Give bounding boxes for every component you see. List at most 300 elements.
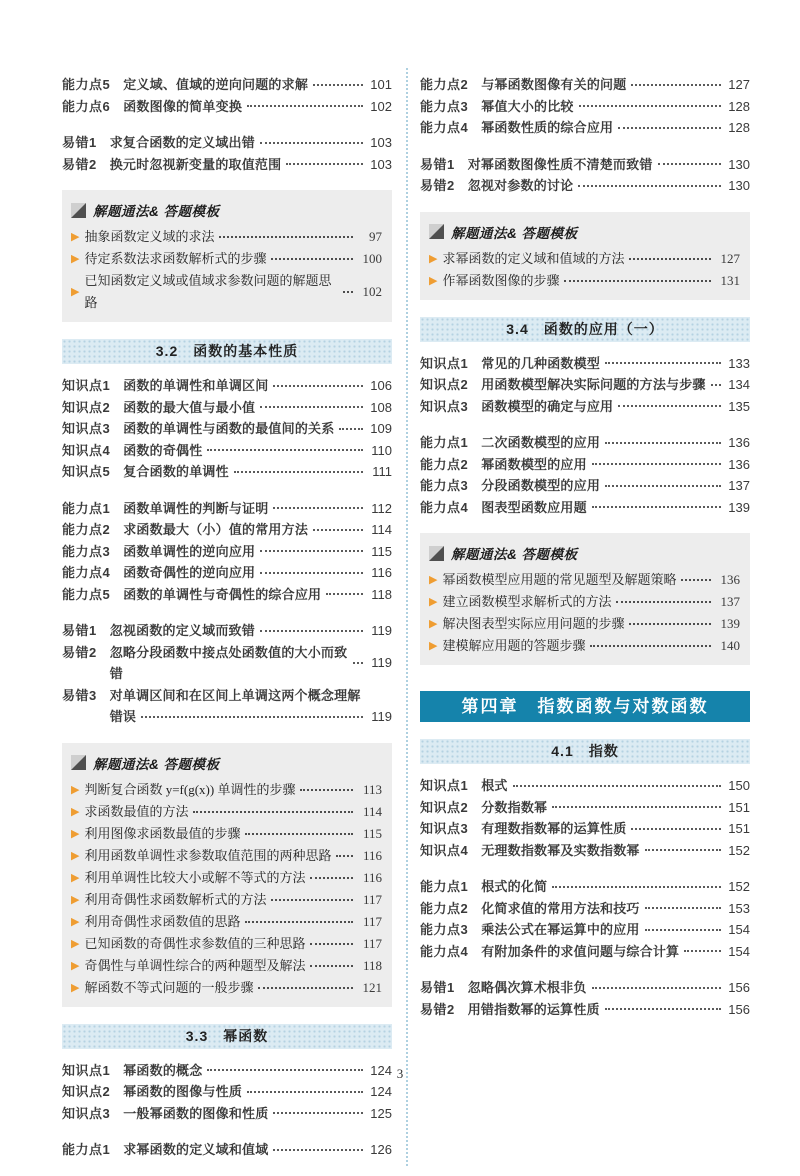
dot-leader — [247, 1091, 363, 1093]
entry-title: 分段函数模型的应用 — [481, 478, 601, 493]
method-item-page-number: 115 — [362, 825, 382, 841]
entry-label: 知识点4 — [62, 442, 111, 458]
entry-label: 知识点2 — [420, 799, 469, 815]
entry-title: 对幂函数图像性质不清楚而致错 — [467, 156, 653, 172]
entry-title: 幂函数的图像与性质 — [123, 1084, 243, 1099]
entry-line — [110, 642, 392, 685]
entry-line — [481, 898, 750, 920]
dot-leader — [219, 236, 353, 238]
triangle-bullet-icon: ▶ — [71, 783, 80, 796]
toc-entry — [420, 96, 750, 118]
dot-leader — [273, 1112, 363, 1114]
method-item-title: 已知函数定义域或值域求参数问题的解题思路 — [84, 273, 332, 310]
entry-line — [481, 840, 750, 862]
toc-entry-group — [420, 154, 750, 197]
entry-page-number: 115 — [371, 543, 392, 559]
toc-entry-group — [420, 977, 750, 1020]
entry-line — [123, 519, 392, 541]
entry-content — [481, 374, 750, 396]
folded-corner-icon — [429, 224, 444, 239]
entry-title-wrap: 错误 — [109, 709, 137, 724]
method-item-title: 幂函数模型应用题的常见题型及解题策略 — [442, 572, 677, 587]
method-item — [71, 845, 382, 867]
entry-label: 易错1 — [420, 980, 455, 995]
entry-line — [481, 353, 750, 375]
section-header-bar: 3.4 函数的应用（一） — [420, 317, 750, 342]
toc-entry — [62, 375, 392, 397]
toc-entry — [62, 154, 392, 176]
dot-leader — [245, 921, 353, 923]
dot-leader — [300, 789, 353, 791]
triangle-bullet-icon: ▶ — [429, 596, 438, 608]
method-item-title: 利用奇偶性求函数解析式的方法 — [84, 891, 267, 907]
entry-page-number: 134 — [728, 377, 750, 392]
entry-line — [123, 418, 392, 440]
method-item-page-number: 140 — [720, 638, 740, 653]
entry-line — [123, 96, 392, 118]
section-header-bar: 4.1 指数 — [420, 739, 750, 764]
entry-line — [123, 498, 392, 520]
entry-content — [123, 562, 392, 584]
entry-page-number: 106 — [370, 378, 392, 393]
entry-page-number: 133 — [728, 355, 750, 371]
toc-entry — [420, 977, 750, 999]
method-box-header — [429, 222, 740, 242]
dot-leader — [260, 550, 363, 552]
entry-title: 函数的单调性与奇偶性的综合应用 — [123, 586, 322, 602]
entry-page-number: 101 — [370, 77, 392, 92]
method-box — [62, 743, 392, 1007]
entry-title: 有理数指数幂的运算性质 — [481, 821, 627, 836]
toc-entry — [420, 353, 750, 375]
toc-entry — [62, 1139, 392, 1161]
toc-entry-group — [420, 775, 750, 861]
entry-title: 分数指数幂 — [481, 799, 548, 815]
entry-line — [110, 132, 392, 154]
dot-leader — [310, 877, 353, 879]
entry-title: 复合函数的单调性 — [123, 464, 229, 479]
method-box-title: 解题通法& 答题模板 — [451, 225, 578, 241]
method-item-page-number: 117 — [362, 935, 382, 951]
entry-label: 能力点4 — [420, 943, 469, 959]
method-item-page-number: 102 — [362, 284, 382, 299]
entry-title: 函数的单调性与函数的最值间的关系 — [123, 421, 335, 436]
entry-line-1 — [110, 685, 392, 707]
entry-title: 幂函数模型的应用 — [481, 456, 587, 472]
dot-leader — [310, 943, 353, 945]
folded-corner-icon — [71, 755, 86, 770]
method-item-page-number: 116 — [362, 869, 382, 885]
entry-label: 知识点1 — [420, 778, 469, 793]
dot-leader — [552, 806, 721, 808]
dot-leader — [245, 833, 353, 835]
entry-label: 知识点5 — [62, 464, 111, 479]
dot-leader — [193, 811, 353, 813]
dot-leader — [629, 258, 711, 260]
entry-label: 能力点4 — [420, 120, 469, 135]
entry-title: 用函数模型解决实际问题的方法与步骤 — [481, 377, 706, 392]
entry-label: 易错1 — [62, 623, 97, 638]
dot-leader — [258, 987, 353, 989]
toc-entry-group — [420, 353, 750, 418]
triangle-bullet-icon: ▶ — [71, 253, 80, 265]
column-divider — [392, 74, 420, 1176]
entry-line — [123, 562, 392, 584]
toc-entry — [62, 440, 392, 462]
entry-page-number: 125 — [370, 1105, 392, 1121]
method-item-title: 利用函数单调性求参数取值范围的两种思路 — [84, 847, 332, 863]
entry-title: 函数单调性的逆向应用 — [123, 543, 256, 559]
entry-page-number: 109 — [370, 421, 392, 436]
entry-title: 函数的奇偶性 — [123, 442, 203, 458]
method-item — [429, 270, 740, 292]
entry-page-number: 110 — [371, 442, 392, 458]
entry-title: 定义域、值域的逆向问题的求解 — [123, 77, 309, 92]
dot-leader — [513, 785, 721, 787]
method-item-page-number: 113 — [362, 781, 382, 797]
method-item-page-number: 136 — [720, 572, 740, 587]
dot-leader — [605, 485, 721, 487]
page-number-footer: 3 — [396, 1066, 404, 1081]
entry-content — [468, 977, 750, 999]
method-item — [429, 635, 740, 657]
dot-leader — [234, 471, 363, 473]
dot-leader — [658, 163, 721, 165]
triangle-bullet-icon: ▶ — [71, 937, 80, 950]
toc-entry — [62, 685, 392, 728]
dot-leader — [271, 258, 353, 260]
entry-page-number: 137 — [728, 478, 750, 493]
toc-entry — [420, 818, 750, 840]
dot-leader — [260, 572, 363, 574]
dot-leader — [579, 105, 721, 107]
toc-entry — [420, 840, 750, 862]
dot-leader — [141, 716, 363, 718]
method-item-title: 求函数最值的方法 — [84, 803, 189, 819]
toc-entry — [420, 432, 750, 454]
entry-content — [123, 461, 392, 483]
triangle-bullet-icon: ▶ — [71, 981, 80, 994]
method-item — [429, 248, 740, 270]
entry-label: 知识点3 — [420, 398, 469, 414]
entry-title: 根式的化简 — [481, 879, 548, 894]
entry-title: 求复合函数的定义域出错 — [109, 135, 255, 150]
entry-line — [123, 440, 392, 462]
entry-line — [123, 1103, 392, 1125]
folded-corner-icon — [429, 546, 444, 561]
method-item-title: 待定系数法求函数解析式的步骤 — [84, 251, 267, 266]
entry-line — [110, 154, 392, 176]
method-item-page-number: 139 — [720, 616, 740, 631]
entry-label: 能力点5 — [62, 77, 111, 92]
triangle-bullet-icon: ▶ — [71, 849, 80, 862]
entry-title: 求幂函数的定义域和值域 — [123, 1142, 269, 1157]
toc-entry — [62, 498, 392, 520]
dot-leader — [592, 987, 721, 989]
entry-title: 无理数指数幂及实数指数幂 — [481, 842, 640, 858]
entry-title: 根式 — [481, 778, 508, 793]
entry-line — [123, 397, 392, 419]
method-item — [71, 955, 382, 977]
dot-leader — [273, 385, 363, 387]
toc-entry — [420, 454, 750, 476]
entry-page-number: 152 — [728, 842, 750, 858]
dot-leader — [605, 362, 721, 364]
method-item — [429, 613, 740, 635]
dot-leader — [605, 442, 721, 444]
entry-page-number: 124 — [370, 1062, 392, 1078]
entry-line — [481, 775, 750, 797]
method-item-title: 利用单调性比较大小或解不等式的方法 — [84, 869, 306, 885]
toc-entry — [62, 519, 392, 541]
entry-title: 化简求值的常用方法和技巧 — [481, 900, 640, 916]
dot-leader — [326, 593, 363, 595]
entry-content — [481, 454, 750, 476]
entry-title: 函数模型的确定与应用 — [481, 398, 614, 414]
section-header-bar: 3.3 幂函数 — [62, 1024, 392, 1049]
dot-leader — [207, 449, 363, 451]
entry-title: 求函数最大（小）值的常用方法 — [123, 522, 309, 537]
entry-line — [481, 117, 750, 139]
entry-title: 忽视对参数的讨论 — [467, 178, 574, 193]
triangle-bullet-icon: ▶ — [71, 893, 80, 906]
entry-page-number: 135 — [728, 398, 750, 414]
entry-page-number: 136 — [728, 456, 750, 472]
dot-leader — [336, 855, 353, 857]
entry-page-number: 127 — [728, 77, 750, 92]
entry-label: 易错2 — [420, 1001, 455, 1017]
method-item-page-number: 117 — [362, 913, 382, 929]
dot-leader — [681, 579, 711, 581]
entry-page-number: 130 — [728, 178, 750, 193]
entry-page-number: 103 — [370, 156, 392, 172]
entry-line — [468, 977, 750, 999]
method-item — [71, 867, 382, 889]
triangle-bullet-icon: ▶ — [429, 574, 438, 586]
chapter-header-bar: 第四章 指数函数与对数函数 — [420, 691, 750, 722]
entry-content — [481, 775, 750, 797]
method-item — [71, 779, 382, 801]
entry-content — [123, 440, 392, 462]
entry-title: 幂值大小的比较 — [481, 98, 574, 114]
dot-leader — [310, 965, 353, 967]
dot-leader — [684, 950, 721, 952]
dot-leader — [645, 907, 721, 909]
entry-page-number: 156 — [728, 980, 750, 995]
entry-content — [468, 154, 750, 176]
toc-entry — [62, 397, 392, 419]
entry-content — [468, 175, 750, 197]
entry-label: 能力点3 — [420, 478, 469, 493]
entry-content — [123, 1139, 392, 1161]
toc-entry-group — [62, 620, 392, 728]
entry-line — [123, 74, 392, 96]
entry-line — [481, 919, 750, 941]
entry-label: 易错1 — [420, 156, 455, 172]
dot-leader — [260, 406, 363, 408]
entry-label: 能力点6 — [62, 98, 111, 114]
entry-page-number: 108 — [370, 399, 392, 415]
dot-leader — [313, 529, 363, 531]
two-column-layout — [62, 74, 750, 1176]
toc-entry — [420, 154, 750, 176]
toc-entry — [62, 461, 392, 483]
entry-page-number: 103 — [370, 135, 392, 150]
entry-title: 函数的最大值与最小值 — [123, 399, 256, 415]
triangle-bullet-icon: ▶ — [71, 959, 80, 972]
toc-entry — [62, 562, 392, 584]
entry-label: 能力点2 — [420, 900, 469, 916]
entry-label: 易错2 — [420, 178, 455, 193]
dot-leader — [605, 1008, 721, 1010]
entry-label: 能力点3 — [420, 98, 469, 114]
method-box-header — [429, 543, 740, 563]
toc-entry — [62, 584, 392, 606]
entry-label: 知识点2 — [62, 1084, 111, 1099]
entry-line-2 — [110, 706, 392, 728]
entry-content — [468, 999, 750, 1021]
right-column — [420, 74, 750, 1176]
dot-leader — [645, 929, 721, 931]
triangle-bullet-icon: ▶ — [71, 286, 80, 298]
entry-line — [123, 541, 392, 563]
method-item-page-number: 127 — [720, 250, 740, 266]
entry-page-number: 114 — [371, 522, 392, 537]
triangle-bullet-icon: ▶ — [429, 274, 438, 287]
entry-line — [123, 1139, 392, 1161]
entry-content — [110, 685, 392, 728]
dot-leader — [271, 899, 353, 901]
entry-line — [481, 797, 750, 819]
entry-content — [123, 498, 392, 520]
method-item — [71, 933, 382, 955]
triangle-bullet-icon: ▶ — [71, 915, 80, 928]
entry-content — [481, 919, 750, 941]
dot-leader — [286, 163, 363, 165]
entry-line — [123, 375, 392, 397]
entry-page-number: 154 — [728, 922, 750, 937]
dot-leader — [552, 886, 721, 888]
toc-entry — [420, 775, 750, 797]
method-item-page-number: 117 — [362, 891, 382, 907]
entry-page-number: 154 — [728, 943, 750, 959]
toc-entry-group — [420, 432, 750, 518]
triangle-bullet-icon: ▶ — [71, 805, 80, 818]
toc-entry — [420, 396, 750, 418]
toc-entry — [62, 1103, 392, 1125]
toc-entry — [420, 117, 750, 139]
toc-entry-group — [62, 132, 392, 175]
entry-title: 函数图像的简单变换 — [123, 98, 243, 114]
entry-page-number: 128 — [728, 98, 750, 114]
method-item — [71, 801, 382, 823]
entry-line — [481, 941, 750, 963]
entry-content — [481, 74, 750, 96]
toc-entry — [62, 132, 392, 154]
toc-entry — [420, 475, 750, 497]
dot-leader — [273, 1149, 363, 1151]
method-item-title: 作幂函数图像的步骤 — [442, 272, 560, 288]
entry-title: 图表型函数应用题 — [481, 499, 587, 515]
entry-label: 易错2 — [62, 156, 97, 172]
entry-label: 知识点3 — [62, 1105, 111, 1121]
toc-entry-group — [62, 498, 392, 606]
entry-title: 用错指数幂的运算性质 — [467, 1001, 600, 1017]
dot-leader — [618, 127, 721, 129]
entry-content — [123, 418, 392, 440]
entry-content — [123, 397, 392, 419]
entry-content — [481, 797, 750, 819]
method-item — [71, 823, 382, 845]
entry-line — [468, 154, 750, 176]
entry-label: 能力点5 — [62, 586, 111, 602]
entry-page-number: 111 — [372, 464, 392, 479]
method-box — [420, 212, 750, 300]
entry-page-number: 126 — [370, 1142, 392, 1157]
entry-page-number: 124 — [370, 1084, 392, 1099]
toc-entry — [420, 497, 750, 519]
triangle-bullet-icon: ▶ — [71, 871, 80, 884]
entry-page-number: 130 — [728, 156, 750, 172]
triangle-bullet-icon: ▶ — [429, 618, 438, 630]
entry-label: 能力点4 — [420, 499, 469, 515]
entry-content — [110, 642, 392, 685]
entry-label: 知识点1 — [62, 1062, 111, 1078]
entry-title: 对单调区间和在区间上单调这两个概念理解 — [109, 687, 361, 703]
method-item-page-number: 116 — [362, 847, 382, 863]
method-item — [71, 270, 382, 314]
method-box-header — [71, 753, 382, 773]
entry-page-number: 128 — [728, 120, 750, 135]
toc-entry — [62, 418, 392, 440]
entry-content — [123, 74, 392, 96]
section-header-bar: 3.2 函数的基本性质 — [62, 339, 392, 364]
method-item-page-number: 121 — [362, 979, 382, 995]
toc-entry — [62, 74, 392, 96]
folded-corner-icon — [71, 203, 86, 218]
entry-line — [123, 1081, 392, 1103]
toc-entry — [420, 876, 750, 898]
toc-entry-group — [62, 1139, 392, 1161]
entry-content — [123, 1081, 392, 1103]
entry-label: 知识点1 — [420, 355, 469, 371]
entry-content — [123, 541, 392, 563]
method-box-title: 解题通法& 答题模板 — [451, 547, 578, 562]
entry-content — [481, 818, 750, 840]
entry-line — [468, 175, 750, 197]
entry-content — [123, 584, 392, 606]
entry-title: 幂函数的概念 — [123, 1062, 203, 1078]
dot-leader — [564, 280, 711, 282]
toc-entry-group — [420, 74, 750, 139]
entry-content — [481, 432, 750, 454]
entry-label: 易错1 — [62, 135, 97, 150]
entry-content — [481, 840, 750, 862]
method-box — [62, 190, 392, 322]
toc-entry — [62, 541, 392, 563]
toc-entry — [420, 374, 750, 396]
entry-content — [110, 154, 392, 176]
entry-page-number: 116 — [371, 565, 392, 580]
entry-label: 知识点3 — [62, 421, 111, 436]
entry-content — [481, 396, 750, 418]
method-item-title: 建模解应用题的答题步骤 — [442, 638, 586, 653]
entry-label: 能力点3 — [420, 922, 469, 937]
entry-page-number: 119 — [371, 655, 392, 671]
dot-leader — [711, 384, 721, 386]
entry-line — [481, 74, 750, 96]
dot-leader — [353, 662, 363, 664]
